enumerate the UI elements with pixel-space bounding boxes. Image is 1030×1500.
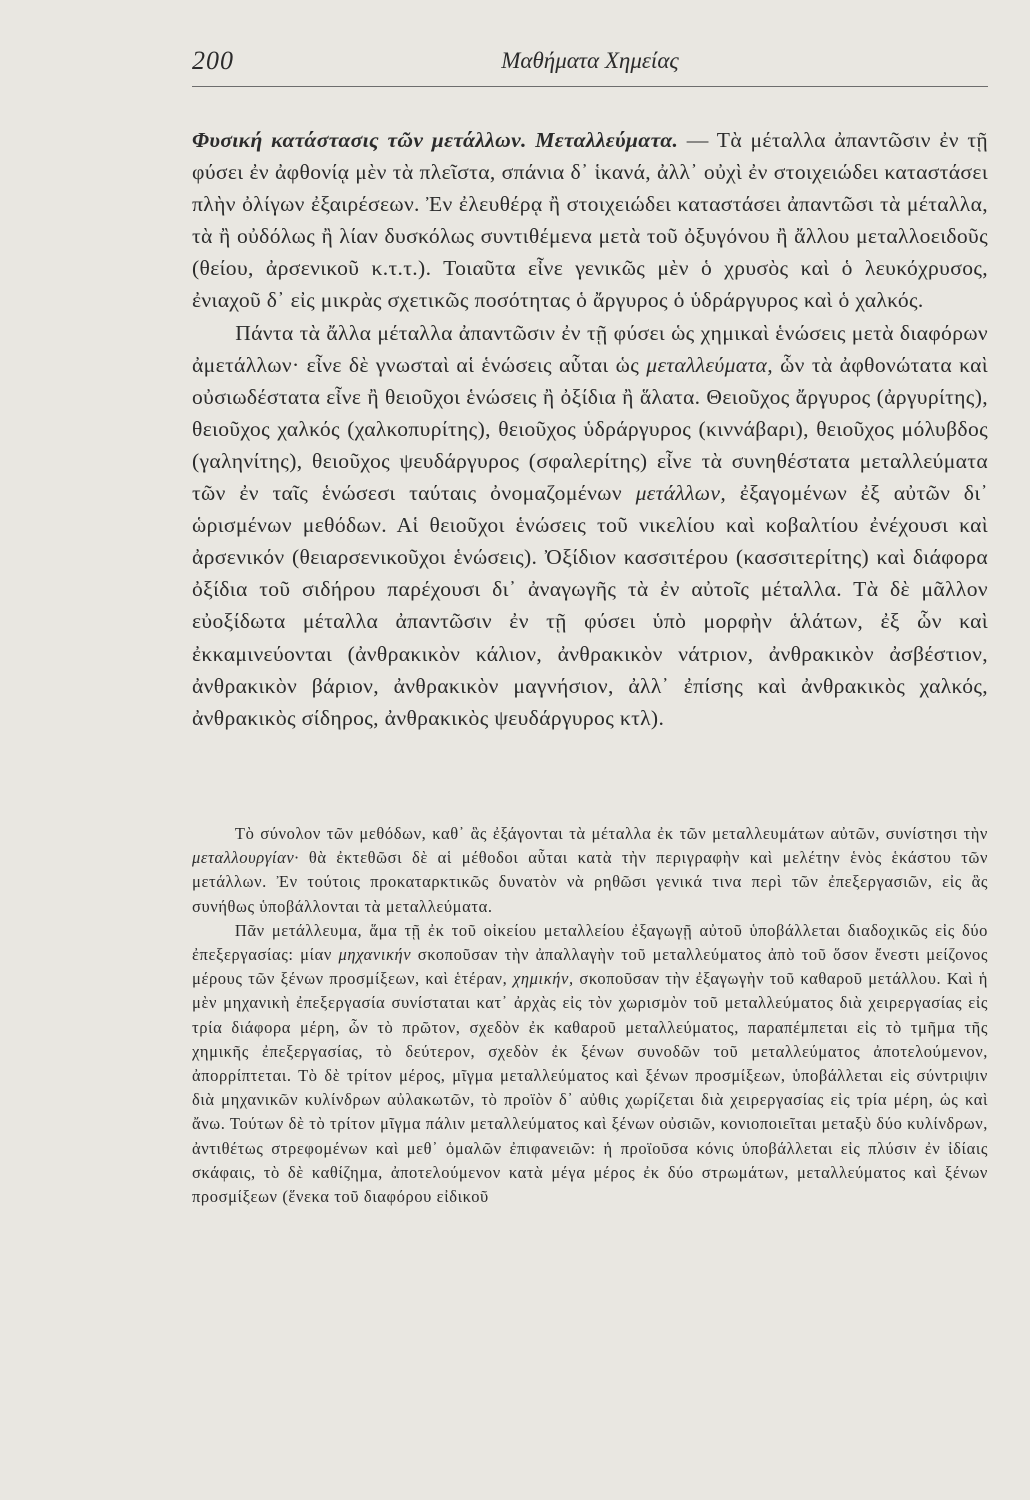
page-number: 200 [192,46,234,75]
italic-term: μηχανικήν [338,945,412,965]
paragraph [192,919,988,1209]
paragraph-text: — Τὰ μέταλλα ἀπαντῶσιν ἐν τῇ φύσει ἐν ἀφθονίᾳ μὲν τὰ πλεῖστα, σπάνια δ᾽ ἱκανά, ἀλλ᾽ οὐχὶ ἐν στοιχειώδει καταστάσει πλὴν ὀλίγων ἐξαιρέσεων. Ἐν ἐλευθέρᾳ ἢ στοιχειώδει καταστάσει ἀπαντῶσι τὰ μέταλλα, τὰ ἢ οὐδόλως ἢ λίαν δυσκόλως συντιθέμενα μετὰ τοῦ ὀξυγόνου ἢ ἄλλου μεταλλοειδοῦς (θείου, ἀρσενικοῦ κ.τ.τ.). Τοιαῦτα εἶνε γενικῶς μὲν ὁ χρυσὸς καὶ ὁ λευκόχρυσος, ἐνιαχοῦ δ᾽ εἰς μικρὰς σχετικῶς ποσότητας ὁ ἄργυρος ὁ ὑδράργυρος καὶ ὁ χαλκός. [192,128,989,313]
paragraph-text: Πᾶν μετάλλευμα, ἅμα τῇ ἐκ τοῦ οἰκείου μεταλλείου ἐξαγωγῇ αὐτοῦ ὑποβάλλεται διαδοχικῶς εἰς δύο ἐπεξεργασίας: μίαν [192,920,988,965]
paragraph-text: ἐξαγομένων ἐξ αὐτῶν δι᾽ ὡρισμένων μεθόδων. Αἱ θειοῦχοι ἑνώσεις τοῦ νικελίου καὶ κοβαλτίου ἐνέχουσι καὶ ἀρσενικόν (θειαρσενικοῦχοι ἑνώσεις). Ὀξίδιον κασσιτέρου (κασσιτερίτης) καὶ διάφορα ὀξίδια τοῦ σιδήρου παρέχουσι δι᾽ ἀναγωγῆς τὰ ἐν αὐτοῖς μέταλλα. Τὰ δὲ μᾶλλον εὐοξίδωτα μέταλλα ἀπαντῶσιν ἐν τῇ φύσει ὑπὸ μορφὴν ἁλάτων, ἐξ ὧν καὶ ἐκκαμινεύονται (ἀνθρακικὸν κάλιον, ἀνθρακικὸν νάτριον, ἀνθρακικὸν ἀσβέστιον, ἀνθρακικὸν βάριον, ἀνθρακικὸν μαγνήσιον, ἀλλ᾽ ἐπίσης καὶ ἀνθρακικὸς χαλκός, ἀνθρακικὸς σίδηρος, ἀνθρακικὸς ψευδάργυρος κτλ). [192,481,989,730]
main-text [192,124,988,734]
paragraph-text: σκοποῦσαν τὴν ἀπαλλαγὴν τοῦ μεταλλεύματος ἀπὸ τοῦ ὅσον ἔνεστι μείζονος μέρους τῶν ξένων προσμίξεων, καὶ ἑτέραν, [192,945,988,989]
paragraph-text: θὰ ἐκτεθῶσι δὲ αἱ μέθοδοι αὗται κατὰ τὴν περιγραφὴν καὶ μελέτην ἑνὸς ἑκάστου τῶν μετάλλων. Ἐν τούτοις προκαταρκτικῶς δυνατὸν νὰ ρηθῶσι γενικά τινα περὶ τῶν ἐπεξεργασιῶν, εἰς ἃς συνήθως ὑποβάλλονται τὰ μεταλλεύματα. [192,848,989,916]
small-print-text [192,822,988,1209]
paragraph [192,317,988,734]
paragraph-text: ὧν τὰ ἀφθονώτατα καὶ οὐσιωδέστατα εἶνε ἢ θειοῦχοι ἑνώσεις ἢ ὀξίδια ἢ ἅλατα. Θειοῦχος ἄργυρος (ἀργυρίτης), θειοῦχος χαλκός (χαλκοπυρίτης), θειοῦχος ὑδράργυρος (κιννάβαρι), θειοῦχος μόλυβδος (γαληνίτης), θειοῦχος ψευδάργυρος (σφαλερίτης) εἶνε τὰ συνηθέστατα μεταλλεύματα τῶν ἐν ταῖς ἑνώσεσι ταύταις ὀνομαζομένων [192,352,989,506]
running-title: Μαθήματα Χημείας [501,48,679,73]
paragraph [192,124,988,317]
page-header [192,44,988,87]
paragraph-text: σκοποῦσαν τὴν ἐξαγωγὴν τοῦ καθαροῦ μετάλλου. Καὶ ἡ μὲν μηχανικὴ ἐπεξεργασία συνίσταται κατ᾽ ἀρχὰς εἰς τὸν χωρισμὸν τοῦ μεταλλεύματος διὰ χειρεργασίας εἰς τρία διάφορα μέρη, ὧν τὸ πρῶτον, σχεδὸν ἐκ καθαροῦ μεταλλεύματος, παραπέμπεται εἰς τὸ τμῆμα τῆς χημικῆς ἐπεξεργασίας, τὸ δεύτερον, σχεδὸν ἐκ ξένων συνοδῶν τοῦ μεταλλεύματος ἀποτελούμενον, ἀπορρίπτεται. Τὸ δὲ τρίτον μέρος, μῖγμα μεταλλεύματος καὶ ξένων προσμίξεων, ὑποβάλλεται εἰς σύντριψιν διὰ μηχανικῶν κυλίνδρων αὐλακωτῶν, τὸ προϊὸν δ᾽ αὐθις χωρίζεται διὰ χειρεργασίας εἰς τρία μέρη, ὡς καὶ ἄνω. Τούτων δὲ τὸ τρίτον μῖγμα πάλιν μεταλλεύματος καὶ ξένων οὐσιῶν, κονιοποιεῖται μεταξὺ δύο κυλίνδρων, ἀντιθέτως στρεφομένων καὶ μεθ᾽ ὁμαλῶν ἐπιφανειῶν: ἡ προϊοῦσα κόνις ὑποβάλλεται εἰς πλύσιν ἐν ἰδίαις σκάφαις, τὸ δὲ καθίζημα, ἀποτελούμενον κατὰ μέγα μέρος ἐκ δύο στρωμάτων, μεταλλεύματος καὶ ξένων προσμίξεων (ἕνεκα τοῦ διαφόρου εἰδικοῦ [192,969,988,1207]
section-title: Φυσική κατάστασις τῶν μετάλλων. Μεταλλεύματα. [192,128,679,152]
italic-term: χημικήν, [513,969,574,989]
paragraph [192,822,988,919]
paragraph-text: Πάντα τὰ ἄλλα μέταλλα ἀπαντῶσιν ἐν τῇ φύσει ὡς χημικαὶ ἑνώσεις μετὰ διαφόρων ἀμετάλλων· εἶνε δὲ γνωσταὶ αἱ ἑνώσεις αὗται ὡς [192,320,988,377]
paragraph-text: Τὸ σύνολον τῶν μεθόδων, καθ᾽ ἃς ἐξάγονται τὰ μέταλλα ἐκ τῶν μεταλλευμάτων αὐτῶν, συνίστησι τὴν [234,824,988,843]
italic-term: μετάλλων, [635,481,727,506]
italic-term: μεταλλεύματα, [646,352,773,377]
italic-term: μεταλλουργίαν· [192,848,299,868]
